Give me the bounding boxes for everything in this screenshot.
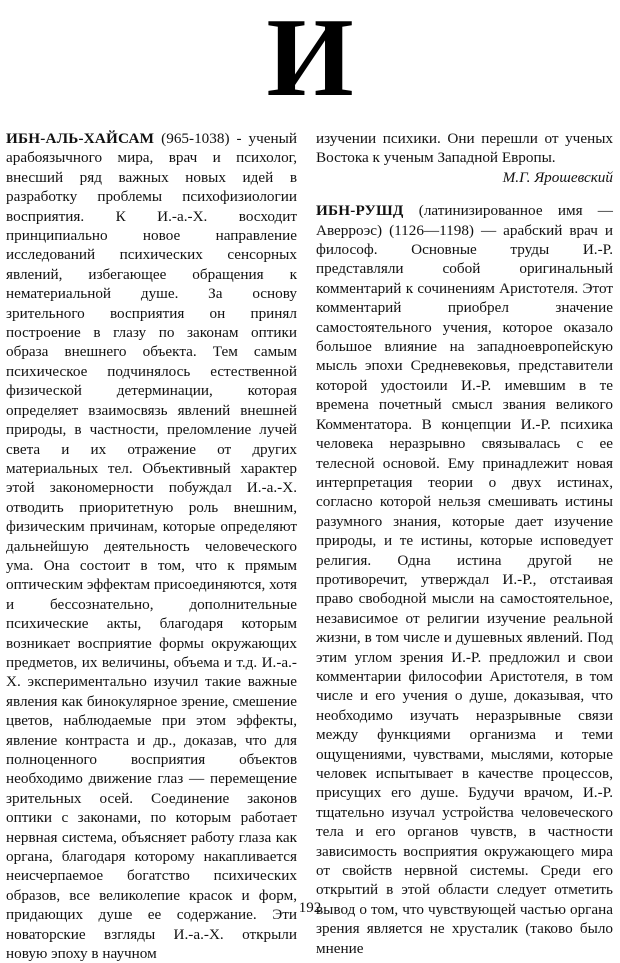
entry-text-ibn-rushd: (латинизированное имя — Аверроэс) (1126—1198) — арабский врач и философ. Основные труды И.-Р. представляли собой оригинальный комментарий к сочинениям Аристотеля. Этот комментарий приобрел значение самостоятельного учения, которое оказало большое влияние на западноевропейскую мысль эпохи Средневековья, представители которой удостоили И.-Р. имевшим в те времена почетный смысл звания великого Комментатора. В концепции И.-Р. психика человека неразрывно связывалась с ее телесной основой. Ему принадлежит новая интерпретация теории о двух истинах, согласно которой нельзя смешивать истины разумного знания, которые дает изучение природы, и те истины, которые исповедует религия. Одна истина другой не противоречит, утверждал И.-Р., отстаивая право свободной мысли на самостоятельное, независимое от религии изучение реальной жизни, в том числе и душевных явлений. Под этим углом зрения И.-Р. предложил и свои комментарии философии Аристотеля, в том числе и его учения о душе, доказывая, что необходимо изучать неразрывные связи между функциями организма и теми ощущениями, чувствами, мыслями, которые человек испытывает в качестве процессов, присущих его душе. Будучи врачом, И.-Р. тщательно изучал устройства человеческого тела и его органов чувств, в частности зависимость восприятия окружающего мира от свойств нервной системы. Среди его открытий в этой области следует отметить вывод о том, что чувствующей частью органа зрения является не хрусталик (таково было мнение (316, 202, 613, 957)
entry-text-ibn-al-haytham: (965-1038) - ученый арабоязычного мира, врач и психолог, внесший ряд важных новых идей в разработку проблемы психофизиологии восприятия. К И.-а.-Х. восходит принципиально новое направление исследований психических сенсорных явлений, избегающее обращения к нематериальной душе. За основу зрительного восприятия он принял построение в глазу по законам оптики образа внешнего объекта. Тем самым психическое подчинялось естественной физической детерминации, которая определяет взаимосвязь явлений внешней природы, в частности, преломление лучей света и их отражение от других материальных тел. Объективный характер этой закономерности побуждал И.-а.-Х. отводить приоритетную роль внешним, физическим причинам, которые определяют дальнейшую деятельность человеческого ума. Она состоит в том, что к прямым оптическим эффектам присоединяются, хотя и бессознательно, дополнительные психические акты, благодаря которым возникает восприятие формы окружающих предметов, их величины, объема и т.д. И.-а.-Х. экспериментально изучил такие важные явления как бинокулярное зрение, смешение цветов, наблюдаемые при этом эффекты, явление контраста и др., доказав, что для полноценного восприятия объектов необходимо движение глаз — перемещение зрительных осей. Соединение законов оптики с законами, по которым работает нервная система, объясняет работу глаза как органа, благодаря которому накапливается неисчерпаемое богатство психических образов, все великолепие красок и форм, придающих душе ее содержание. Эти новаторские взгляды И.-а.-Х. открыли новую эпоху в научном (6, 130, 297, 963)
section-letter: И (266, 0, 354, 120)
headword-ibn-rushd: ИБН-РУШД (316, 202, 404, 220)
headword-ibn-al-haytham: ИБН-АЛЬ-ХАЙСАМ (6, 130, 155, 147)
entry-separator (316, 187, 613, 201)
entry-continuation: изучении психики. Они перешли от ученых Востока к ученым Западной Европы. (316, 130, 613, 167)
entry-ibn-al-haytham (6, 129, 297, 963)
right-column (316, 129, 613, 958)
page-number: 192 (298, 900, 322, 916)
left-column (6, 129, 297, 963)
entry-author: М.Г. Ярошевский (502, 168, 613, 186)
entry-ibn-rushd (316, 201, 613, 958)
